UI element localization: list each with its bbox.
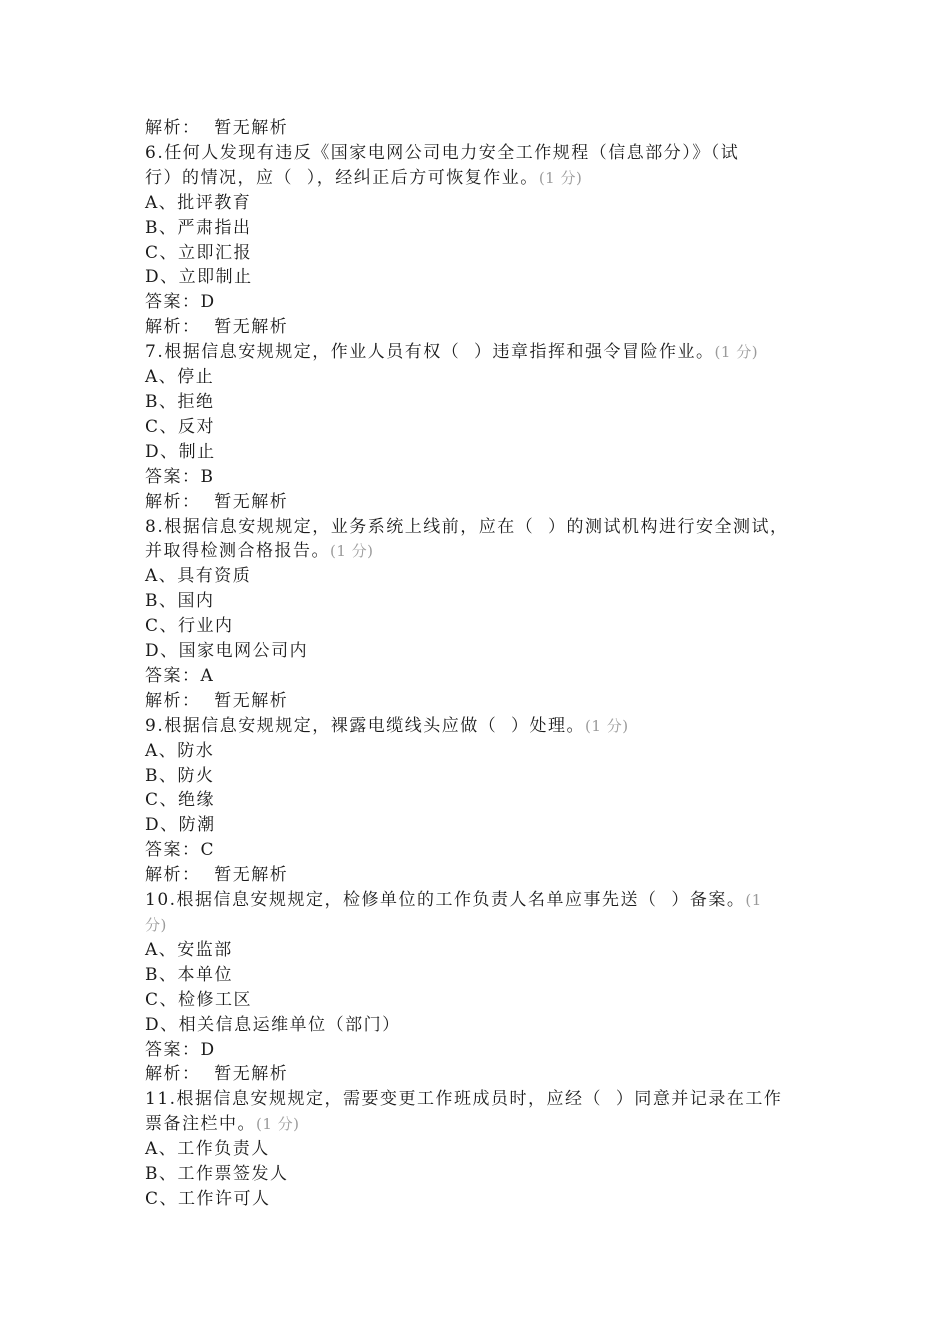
line-text: C、行业内 bbox=[145, 616, 234, 637]
line-text: 11.根据信息安规规定，需要变更工作班成员时，应经（ ）同意并记录在工作 bbox=[145, 1089, 783, 1110]
option-line bbox=[145, 415, 805, 440]
question-text bbox=[145, 141, 805, 166]
option-line bbox=[145, 440, 805, 465]
option-line bbox=[145, 365, 805, 390]
line-text: B、拒绝 bbox=[145, 391, 215, 412]
option-line bbox=[145, 788, 805, 813]
line-text: C、绝缘 bbox=[145, 790, 216, 811]
line-text: C、检修工区 bbox=[145, 989, 253, 1010]
line-text: 解析： 暂无解析 bbox=[145, 491, 289, 512]
line-text: A、防水 bbox=[145, 740, 215, 761]
answer-line bbox=[145, 664, 805, 689]
line-text: D、相关信息运维单位（部门） bbox=[145, 1014, 401, 1035]
line-text: 答案：C bbox=[145, 840, 216, 861]
question-text bbox=[145, 1087, 805, 1112]
option-line bbox=[145, 1162, 805, 1187]
line-text: D、制止 bbox=[145, 441, 216, 462]
line-text: 7.根据信息安规规定，作业人员有权（ ）违章指挥和强令冒险作业。 bbox=[145, 342, 715, 363]
option-line bbox=[145, 963, 805, 988]
option-line bbox=[145, 739, 805, 764]
score-label: (1 分) bbox=[714, 343, 759, 362]
line-text: A、工作负责人 bbox=[145, 1139, 270, 1160]
analysis-line bbox=[145, 315, 805, 340]
line-text: 并取得检测合格报告。 bbox=[145, 541, 330, 562]
option-line bbox=[145, 988, 805, 1013]
option-line bbox=[145, 265, 805, 290]
analysis-line bbox=[145, 116, 805, 141]
line-text: C、反对 bbox=[145, 416, 216, 437]
analysis-line bbox=[145, 689, 805, 714]
option-line bbox=[145, 1013, 805, 1038]
question-text bbox=[145, 539, 805, 564]
question-text bbox=[145, 714, 805, 739]
line-text: B、防火 bbox=[145, 765, 215, 786]
line-text: 8.根据信息安规规定，业务系统上线前，应在（ ）的测试机构进行安全测试， bbox=[145, 516, 789, 537]
line-text: B、严肃指出 bbox=[145, 217, 252, 238]
option-line bbox=[145, 191, 805, 216]
question-list bbox=[145, 116, 805, 1212]
score-label: 分) bbox=[145, 916, 167, 934]
score-label: (1 分) bbox=[330, 542, 374, 561]
option-line bbox=[145, 390, 805, 415]
option-line bbox=[145, 614, 805, 639]
option-line bbox=[145, 938, 805, 963]
answer-line bbox=[145, 1038, 805, 1063]
score-label: (1 bbox=[745, 891, 762, 910]
line-text: D、国家电网公司内 bbox=[145, 641, 309, 662]
line-text: 答案：B bbox=[145, 466, 215, 487]
line-text: B、国内 bbox=[145, 591, 215, 612]
line-text: 解析： 暂无解析 bbox=[145, 1064, 289, 1085]
line-text: 票备注栏中。 bbox=[145, 1114, 256, 1135]
option-line bbox=[145, 589, 805, 614]
question-text bbox=[145, 166, 805, 191]
question-text bbox=[145, 1112, 805, 1137]
option-line bbox=[145, 241, 805, 266]
line-text: B、工作票签发人 bbox=[145, 1164, 289, 1185]
score-label: (1 分) bbox=[585, 716, 629, 735]
option-line bbox=[145, 813, 805, 838]
line-text: 答案：D bbox=[145, 1039, 216, 1060]
line-text: 解析： 暂无解析 bbox=[145, 118, 289, 138]
question-text bbox=[145, 340, 805, 365]
analysis-line bbox=[145, 490, 805, 515]
line-text: A、安监部 bbox=[145, 939, 233, 960]
option-line bbox=[145, 764, 805, 789]
question-text bbox=[145, 888, 805, 913]
analysis-line bbox=[145, 863, 805, 888]
line-text: 10.根据信息安规规定，检修单位的工作负责人名单应事先送（ ）备案。 bbox=[145, 890, 746, 911]
option-line bbox=[145, 639, 805, 664]
line-text: C、工作许可人 bbox=[145, 1188, 271, 1209]
line-text: 解析： 暂无解析 bbox=[145, 865, 289, 886]
score-label: (1 分) bbox=[538, 168, 583, 187]
analysis-line bbox=[145, 1062, 805, 1087]
line-text: A、停止 bbox=[145, 367, 215, 388]
line-text: C、立即汇报 bbox=[145, 242, 253, 263]
line-text: 解析： 暂无解析 bbox=[145, 317, 289, 338]
option-line bbox=[145, 1187, 805, 1212]
line-text: A、具有资质 bbox=[145, 566, 252, 587]
line-text: 解析： 暂无解析 bbox=[145, 690, 289, 711]
line-text: 6.任何人发现有违反《国家电网公司电力安全工作规程（信息部分）》（试 bbox=[145, 142, 740, 163]
line-text: 9.根据信息安规规定，裸露电缆线头应做（ ）处理。 bbox=[145, 715, 586, 736]
line-text: 行）的情况，应（ ），经纠正后方可恢复作业。 bbox=[145, 167, 539, 188]
option-line bbox=[145, 1137, 805, 1162]
answer-line bbox=[145, 465, 805, 490]
line-text: A、批评教育 bbox=[145, 192, 252, 213]
line-text: B、本单位 bbox=[145, 964, 233, 985]
question-text bbox=[145, 515, 805, 540]
score-label: (1 分) bbox=[256, 1115, 300, 1134]
line-text: 答案：D bbox=[145, 292, 216, 313]
option-line bbox=[145, 564, 805, 589]
question-text bbox=[145, 913, 805, 938]
answer-line bbox=[145, 838, 805, 863]
line-text: D、立即制止 bbox=[145, 267, 253, 288]
line-text: 答案：A bbox=[145, 665, 215, 686]
option-line bbox=[145, 216, 805, 241]
answer-line bbox=[145, 290, 805, 315]
line-text: D、防潮 bbox=[145, 815, 216, 836]
